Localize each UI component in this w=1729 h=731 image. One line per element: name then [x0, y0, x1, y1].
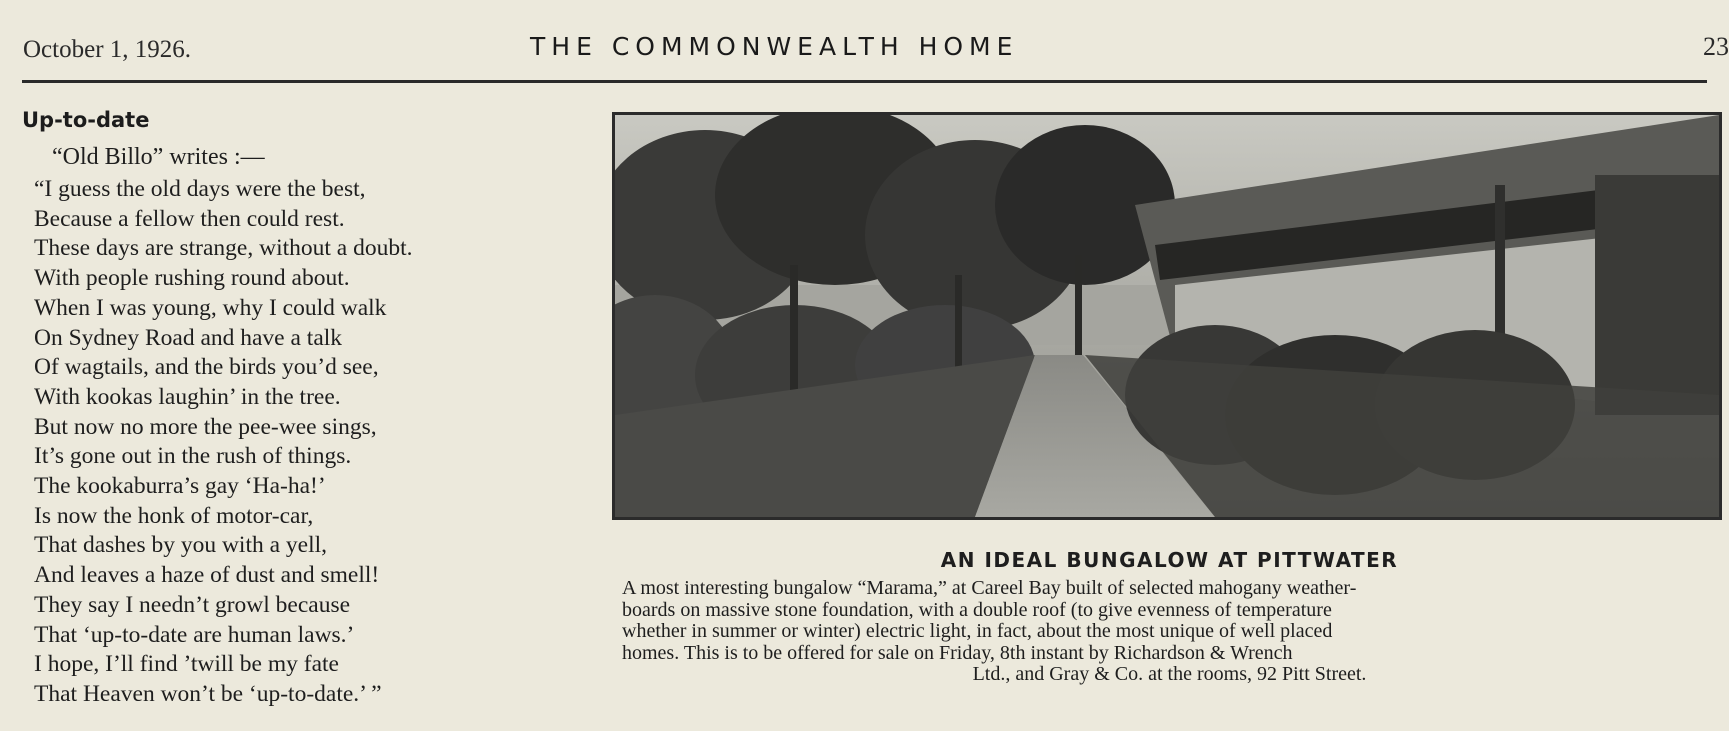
poem-line: With kookas laughin’ in the tree. [34, 383, 341, 410]
poem-line: And leaves a haze of dust and smell! [34, 562, 380, 589]
caption-line: A most interesting bungalow “Marama,” at Careel Bay built of selected mahogany weather- [622, 577, 1357, 599]
poem-line: I hope, I’ll find ’twill be my fate [34, 651, 339, 678]
poem-line: They say I needn’t growl because [34, 591, 351, 618]
article-heading: Up-to-date [22, 108, 150, 132]
poem-line: That ‘up-to-date are human laws.’ [34, 621, 355, 648]
poem-line: “I guess the old days were the best, [34, 176, 366, 202]
poem-line: Is now the honk of motor-car, [34, 502, 314, 529]
header-rule [22, 80, 1707, 83]
poem-line: But now no more the pee-wee sings, [34, 413, 377, 440]
poem-line: The kookaburra’s gay ‘Ha-ha!’ [34, 473, 326, 500]
caption-line: whether in summer or winter) electric light, in fact, about the most unique of well placed [622, 620, 1333, 642]
caption-line: Ltd., and Gray & Co. at the rooms, 92 Pitt Street. [972, 663, 1367, 685]
issue-date: October 1, 1926. [23, 36, 192, 63]
caption-body [622, 578, 1717, 686]
publication-title: THE COMMONWEALTH HOME [530, 32, 1019, 61]
caption-title: AN IDEAL BUNGALOW AT PITTWATER [940, 548, 1399, 572]
poem-column [22, 108, 592, 710]
poem-line: These days are strange, without a doubt. [34, 235, 413, 262]
bungalow-photo-image [615, 115, 1719, 517]
poem-line: Because a fellow then could rest. [34, 205, 345, 232]
poem-line: That Heaven won’t be ‘up-to-date.’ ” [34, 680, 382, 707]
bungalow-photograph [612, 112, 1722, 520]
caption-line: homes. This is to be offered for sale on Friday, 8th instant by Richardson & Wrench [622, 641, 1293, 664]
poem-line: When I was young, why I could walk [34, 294, 387, 321]
poem-line: With people rushing round about. [34, 265, 350, 292]
article-intro: “Old Billo” writes :— [52, 144, 265, 170]
caption-line: boards on massive stone foundation, with a double roof (to give evenness of temperature [622, 598, 1332, 621]
poem-line: It’s gone out in the rush of things. [34, 443, 352, 470]
poem-line: On Sydney Road and have a talk [34, 324, 343, 351]
page-number: 23 [1703, 32, 1729, 61]
poem-line: Of wagtails, and the birds you’d see, [34, 354, 379, 381]
photo-caption [622, 548, 1717, 686]
poem-line: That dashes by you with a yell, [34, 532, 328, 559]
poem [22, 175, 592, 710]
